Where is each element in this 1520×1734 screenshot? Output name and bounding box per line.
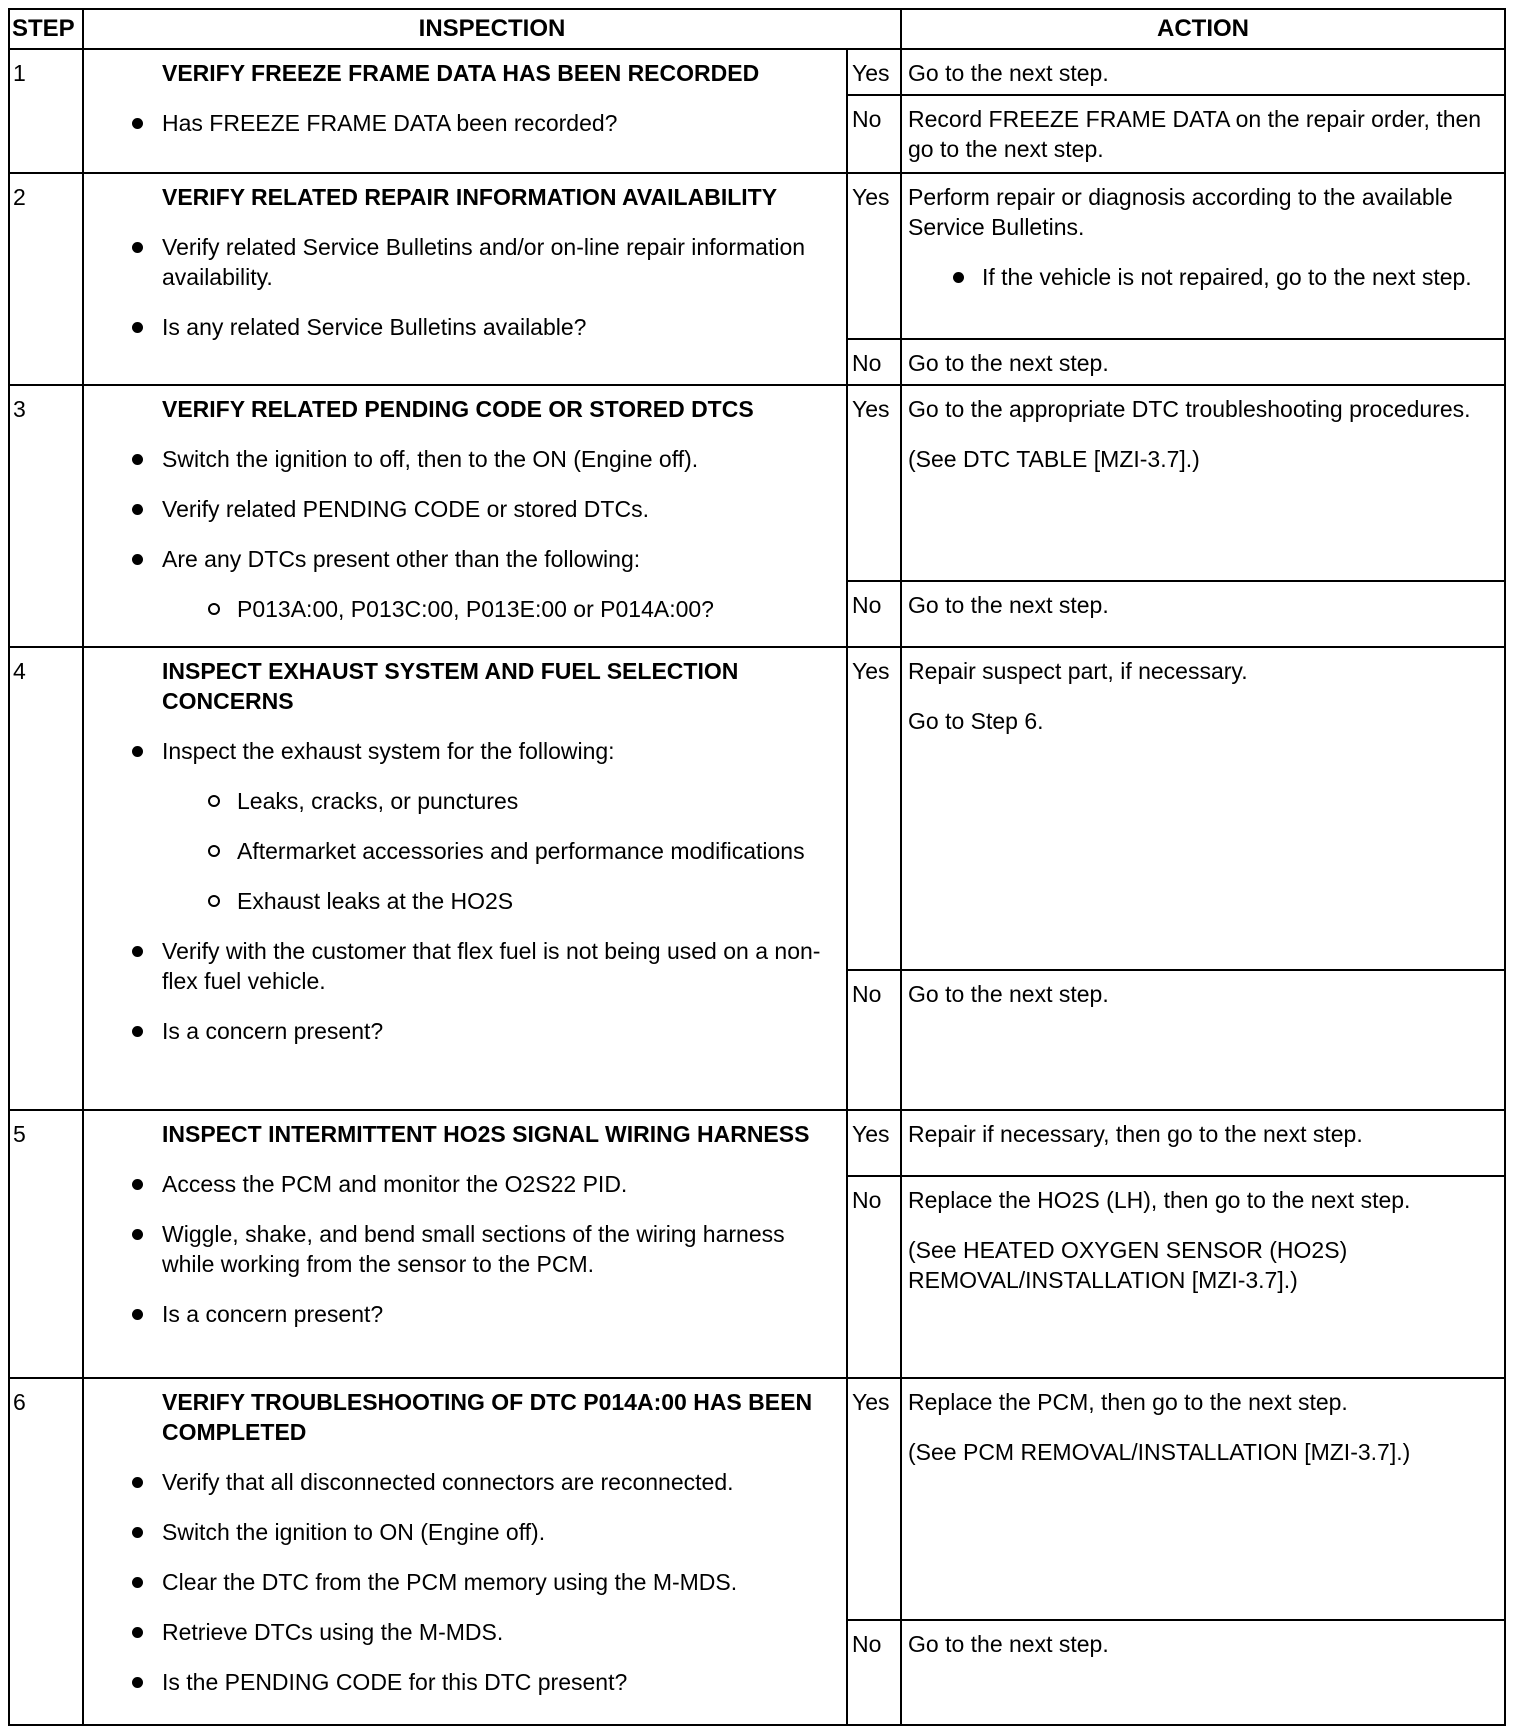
action-text: Go to the next step. (908, 981, 1109, 1007)
step-number: 4 (9, 647, 83, 1110)
step-2-yes-row (9, 173, 1505, 339)
action-text: Go to Step 6. (908, 708, 1044, 734)
step-number: 6 (9, 1378, 83, 1725)
inspection-item: Is a concern present? (84, 1299, 836, 1329)
yes-action (901, 173, 1505, 339)
inspection-item: Has FREEZE FRAME DATA been recorded? (84, 108, 836, 138)
inspection-item: Are any DTCs present other than the following: (84, 544, 836, 574)
header-step: STEP (9, 9, 83, 49)
step-6-inspection (83, 1378, 847, 1725)
step-5-inspection (83, 1110, 847, 1378)
action-bullet: If the vehicle is not repaired, go to the next step. (908, 262, 1498, 292)
step-title: INSPECT EXHAUST SYSTEM AND FUEL SELECTION CONCERNS (162, 658, 739, 714)
no-action (901, 970, 1505, 1110)
inspection-subitem: Exhaust leaks at the HO2S (84, 886, 836, 916)
no-label: No (847, 1620, 901, 1725)
inspection-item: Is any related Service Bulletins available? (84, 312, 836, 342)
step-6-yes-row (9, 1378, 1505, 1620)
yes-action (901, 647, 1505, 970)
no-action (901, 1176, 1505, 1378)
no-label: No (847, 581, 901, 647)
yes-label: Yes (847, 385, 901, 581)
step-title: VERIFY FREEZE FRAME DATA HAS BEEN RECORDED (162, 60, 760, 86)
action-text: Repair if necessary, then go to the next step. (908, 1121, 1363, 1147)
step-number: 1 (9, 49, 83, 173)
inspection-item: Retrieve DTCs using the M-MDS. (84, 1617, 836, 1647)
yes-label: Yes (847, 49, 901, 95)
action-text: Go to the appropriate DTC troubleshooting procedures. (908, 396, 1471, 422)
action-text: Perform repair or diagnosis according to the available Service Bulletins. (908, 184, 1453, 240)
inspection-item: Verify that all disconnected connectors are reconnected. (84, 1467, 836, 1497)
inspection-item: Wiggle, shake, and bend small sections of the wiring harness while working from the sensor to the PCM. (84, 1219, 836, 1279)
yes-action (901, 1378, 1505, 1620)
no-label: No (847, 970, 901, 1110)
action-reference: (See HEATED OXYGEN SENSOR (HO2S) REMOVAL/INSTALLATION [MZI-3.7].) (908, 1237, 1348, 1293)
no-action (901, 339, 1505, 385)
inspection-item: Inspect the exhaust system for the following: (84, 736, 836, 766)
step-1-inspection (83, 49, 847, 173)
inspection-item: Verify related Service Bulletins and/or on-line repair information availability. (84, 232, 836, 292)
header-row (9, 9, 1505, 49)
no-action (901, 95, 1505, 173)
yes-label: Yes (847, 647, 901, 970)
yes-label: Yes (847, 173, 901, 339)
step-title: VERIFY RELATED PENDING CODE OR STORED DTCS (162, 396, 754, 422)
yes-action (901, 385, 1505, 581)
no-action (901, 1620, 1505, 1725)
step-3-inspection (83, 385, 847, 647)
inspection-item: Is a concern present? (84, 1016, 836, 1046)
step-2-inspection (83, 173, 847, 385)
inspection-subitem: P013A:00, P013C:00, P013E:00 or P014A:00? (84, 594, 836, 624)
inspection-subitem: Leaks, cracks, or punctures (84, 786, 836, 816)
yes-action (901, 1110, 1505, 1176)
inspection-subitem: Aftermarket accessories and performance modifications (84, 836, 836, 866)
inspection-item: Verify with the customer that flex fuel is not being used on a non-flex fuel vehicle. (84, 936, 836, 996)
step-1-yes-row (9, 49, 1505, 95)
step-4-yes-row (9, 647, 1505, 970)
inspection-item: Clear the DTC from the PCM memory using the M-MDS. (84, 1567, 836, 1597)
action-text: Record FREEZE FRAME DATA on the repair order, then go to the next step. (908, 106, 1482, 162)
action-text: Go to the next step. (908, 350, 1109, 376)
header-inspection: INSPECTION (83, 9, 901, 49)
action-reference: (See PCM REMOVAL/INSTALLATION [MZI-3.7].) (908, 1439, 1411, 1465)
yes-label: Yes (847, 1110, 901, 1176)
step-number: 3 (9, 385, 83, 647)
action-text: Replace the HO2S (LH), then go to the next step. (908, 1187, 1411, 1213)
step-number: 2 (9, 173, 83, 385)
no-label: No (847, 95, 901, 173)
action-text: Repair suspect part, if necessary. (908, 658, 1248, 684)
step-title: VERIFY TROUBLESHOOTING OF DTC P014A:00 HAS BEEN COMPLETED (162, 1389, 813, 1445)
step-title: INSPECT INTERMITTENT HO2S SIGNAL WIRING HARNESS (162, 1121, 810, 1147)
step-title: VERIFY RELATED REPAIR INFORMATION AVAILABILITY (162, 184, 778, 210)
action-text: Replace the PCM, then go to the next step. (908, 1389, 1348, 1415)
step-3-yes-row (9, 385, 1505, 581)
action-text: Go to the next step. (908, 1631, 1109, 1657)
action-text: Go to the next step. (908, 592, 1109, 618)
action-reference: (See DTC TABLE [MZI-3.7].) (908, 446, 1200, 472)
inspection-item: Switch the ignition to off, then to the ON (Engine off). (84, 444, 836, 474)
step-5-yes-row (9, 1110, 1505, 1176)
no-label: No (847, 1176, 901, 1378)
inspection-item: Is the PENDING CODE for this DTC present? (84, 1667, 836, 1697)
step-number: 5 (9, 1110, 83, 1378)
diagnostic-table (8, 8, 1506, 1726)
inspection-item: Verify related PENDING CODE or stored DTCs. (84, 494, 836, 524)
no-action (901, 581, 1505, 647)
no-label: No (847, 339, 901, 385)
yes-action (901, 49, 1505, 95)
action-text: Go to the next step. (908, 60, 1109, 86)
inspection-item: Switch the ignition to ON (Engine off). (84, 1517, 836, 1547)
step-4-inspection (83, 647, 847, 1110)
header-action: ACTION (901, 9, 1505, 49)
inspection-item: Access the PCM and monitor the O2S22 PID. (84, 1169, 836, 1199)
yes-label: Yes (847, 1378, 901, 1620)
